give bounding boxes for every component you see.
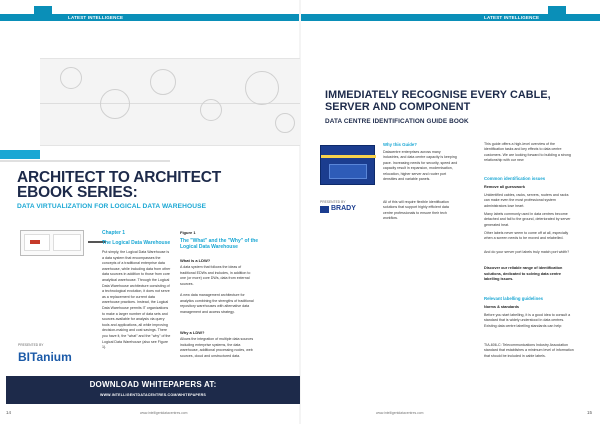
guide-cover-image xyxy=(320,145,375,185)
issue-body-1: Unidentified cables, racks, servers, routers and racks can make even the most professional system administrators lose heart. xyxy=(484,193,569,208)
header-bar-right xyxy=(301,14,600,21)
issue-body-2: Many labels commonly used in data centres become detached and fail to the ground, deteriorated by server generated heat. xyxy=(484,212,571,227)
tia-body: TIA-606-C: Telecommunications Industry Association standard that establishes a minimum level of information that should be included in cable labels. xyxy=(484,343,574,358)
accent-bar xyxy=(0,150,40,159)
presented-by-label: PRESENTED BY xyxy=(18,343,44,347)
question-what: What is a LDW? xyxy=(180,258,211,263)
brady-logo-icon xyxy=(320,206,329,213)
ebook-title: ARCHITECT TO ARCHITECT EBOOK SERIES: xyxy=(17,169,221,201)
header-bar-left xyxy=(0,14,299,21)
chapter-label: Chapter 1 xyxy=(102,230,126,236)
question-why: Why a LDW? xyxy=(180,330,205,335)
page-number-left: 14 xyxy=(6,410,12,415)
hero-graphic xyxy=(40,58,300,146)
why-body-2: All of this will require flexible identification solutions that support highly efficient data centre professionals to ensure their tech workflow. xyxy=(383,200,449,221)
why-body: Datacentre enterprises across many industries, and data centre capacity is keeping pace. Increasing needs for security, speed and capacity result in expansion, modernisation, relocation, higher server and router port densities and variable panels. xyxy=(383,150,458,182)
answer-why: Allows the integration of multiple data sources including enterprise systems, the data warehouse, additional processing nodes, web sources, cloud and unstructured data. xyxy=(180,337,254,358)
issue-body-4: And do your server port labels truly match port width? xyxy=(484,250,570,254)
answer-what: A data system that follows the ideas of traditional EDWs and includes, in addition to one (or more) core DWs, data from external sources. xyxy=(180,265,251,286)
sponsor-logo-bitanium: BITanium xyxy=(18,350,72,364)
presented-by-label-right: PRESENTED BY xyxy=(320,200,346,204)
issues-heading: Common identification issues xyxy=(484,176,546,181)
chapter-body: Put simply, the Logical Data Warehouse is a data system that encompasses the concepts of a traditional enterprise data warehouse, while including data from other data sources in addition to those from core analytical warehouse. Through the Logical Data Warehouse architecture consisting of a technological evolution, it does not serve as a replacement for current data warehouse practices. Instead, the Logical Data Warehouse permits IT organizations to make a larger number of data sets and sources available for analysis via query tools and applications, all while improving decision-making and cost savings. There you have it, the "what" and the "why" of the Logical Data Warehouse (also see Figure 1). xyxy=(102,250,171,350)
discover-callout: Discover our reliable range of identification solutions, dedicated to solving data centre labelling issues. xyxy=(484,266,563,282)
download-url-link[interactable]: WWW.INTELLIGENTDATACENTRES.COM/WHITEPAPERS xyxy=(99,393,207,397)
relevant-heading: Relevant labelling guidelines xyxy=(484,296,543,301)
norms-heading: Norms & standards xyxy=(484,305,520,309)
article-title: IMMEDIATELY RECOGNISE EVERY CABLE, SERVER AND COMPONENT xyxy=(325,89,551,113)
norms-body: Before you start labelling, it is a good idea to consult a standard that is widely understood in data centres. Existing data centre labelling standards can help: xyxy=(484,313,571,328)
why-heading: Why this Guide? xyxy=(383,142,417,147)
ebook-cover-image xyxy=(20,230,84,256)
site-url-right: www.intelligentdatacentres.com xyxy=(376,411,424,415)
figure-title: The "What" and the "Why" of the Logical Data Warehouse xyxy=(180,238,259,250)
chapter-title: The Logical Data Warehouse xyxy=(102,240,171,246)
answer-what-2: A new data management architecture for analytics combining the strengths of traditional repository warehouses with alternative data management and access strategy. xyxy=(180,293,254,314)
issue-body-3: Other labels never seem to come off at all, especially when a screen needs to be moved and relabelled. xyxy=(484,231,569,241)
site-url-left: www.intelligentdatacentres.com xyxy=(140,411,188,415)
issue-remove-guesswork: Remove all guesswork xyxy=(484,185,525,189)
article-subtitle: DATA CENTRE IDENTIFICATION GUIDE BOOK xyxy=(325,118,469,125)
accent-rule xyxy=(0,160,170,162)
ebook-subtitle: DATA VIRTUALIZATION FOR LOGICAL DATA WAREHOUSE xyxy=(17,203,207,210)
figure-label: Figure 1 xyxy=(180,230,196,235)
section-label-right: LATEST INTELLIGENCE xyxy=(484,15,540,20)
page-number-right: 15 xyxy=(587,410,593,415)
sponsor-logo-brady: BRADY xyxy=(331,205,356,212)
section-label-left: LATEST INTELLIGENCE xyxy=(68,15,124,20)
guide-intro: This guide offers a high-level overview of the identification tasks and key effects to data centre customers. We are looking forward to building a strong relationship with our new xyxy=(484,142,571,163)
download-title: DOWNLOAD WHITEPAPERS AT: xyxy=(89,380,217,389)
